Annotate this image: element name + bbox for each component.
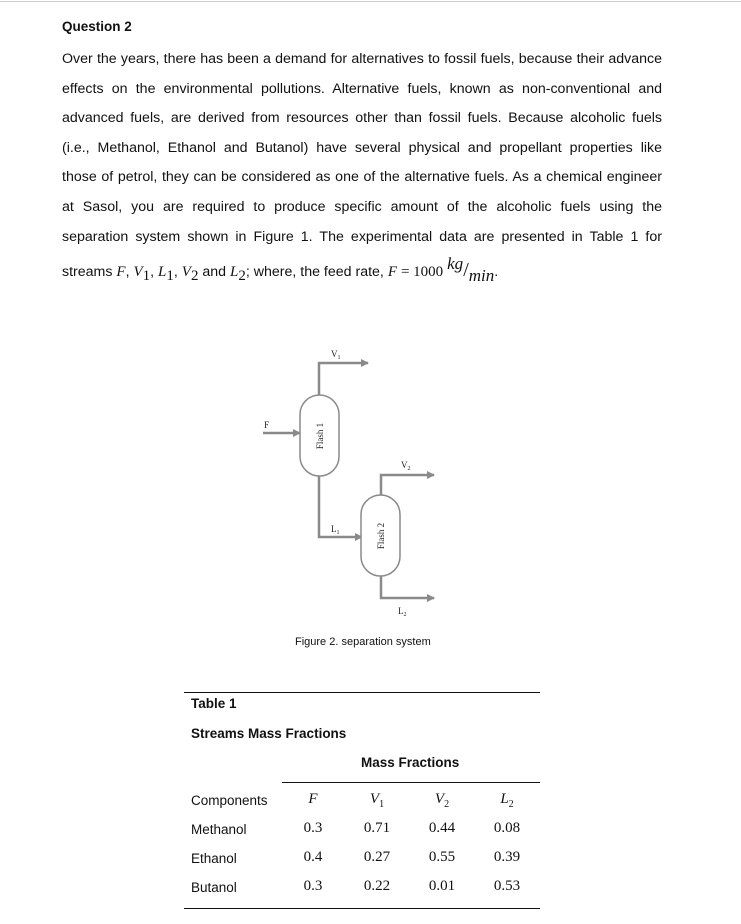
table-subtitle: Streams Mass Fractions [191,726,347,741]
v2-stream-arrow [381,475,434,495]
table-bottom-rule [184,908,540,909]
paragraph-line: effects on the environmental pollutions. Alternative fuels, known as non-conventional and [62,80,662,97]
column-header-V1: $V_1$ [369,791,385,810]
table-group-rule [282,782,540,783]
unit-denominator: min [468,266,495,286]
paragraph-line: advanced fuels, are derived from resources other than fossil fuels. Because alcoholic fuels [62,110,662,127]
label-F: F [264,420,270,430]
column-header-L2: $L_2$ [500,791,514,810]
paragraph-line: at Sasol, you are required to produce specific amount of the alcoholic fuels using the [62,198,662,215]
label-V1: $V_1$ [331,349,341,361]
question-title: Question 2 [62,19,132,34]
v1-stream-arrow [319,363,368,395]
flash-1-label: Flash 1 [315,422,325,450]
label-L2: $L_2$ [398,606,407,618]
table-top-rule [184,692,540,693]
paragraph-line: those of petrol, they can be considered as one of the alternative fuels. As a chemical engineer [62,169,662,186]
l2-stream-arrow [381,576,434,598]
l1-stream-arrow [319,476,362,537]
table-title: Table 1 [191,696,237,711]
paragraph-line: separation system shown in Figure 1. The experimental data are presented in Table 1 for [62,228,662,245]
figure-caption: Figure 2. separation system [295,636,431,648]
column-header-components: Components [191,793,268,808]
unit-numerator: kg [447,254,464,274]
paragraph-line: (i.e., Methanol, Ethanol and Butanol) have several physical and propellant properties like [62,139,662,156]
paragraph-line: Over the years, there has been a demand for alternatives to fossil fuels, because their advance [62,51,662,67]
column-header-F: F [308,791,318,807]
label-V2: $V_2$ [401,460,411,472]
table-group-header: Mass Fractions [361,755,460,770]
paragraph-last-line: streams F, $V_1$, $L_1$, $V_2$ and $L_2$; where, the feed rate, F = 1000 kg/min. [62,254,499,286]
label-L1: $L_1$ [331,524,340,536]
column-header-V2: $V_2$ [434,791,450,810]
flash-2-label: Flash 2 [376,522,386,550]
